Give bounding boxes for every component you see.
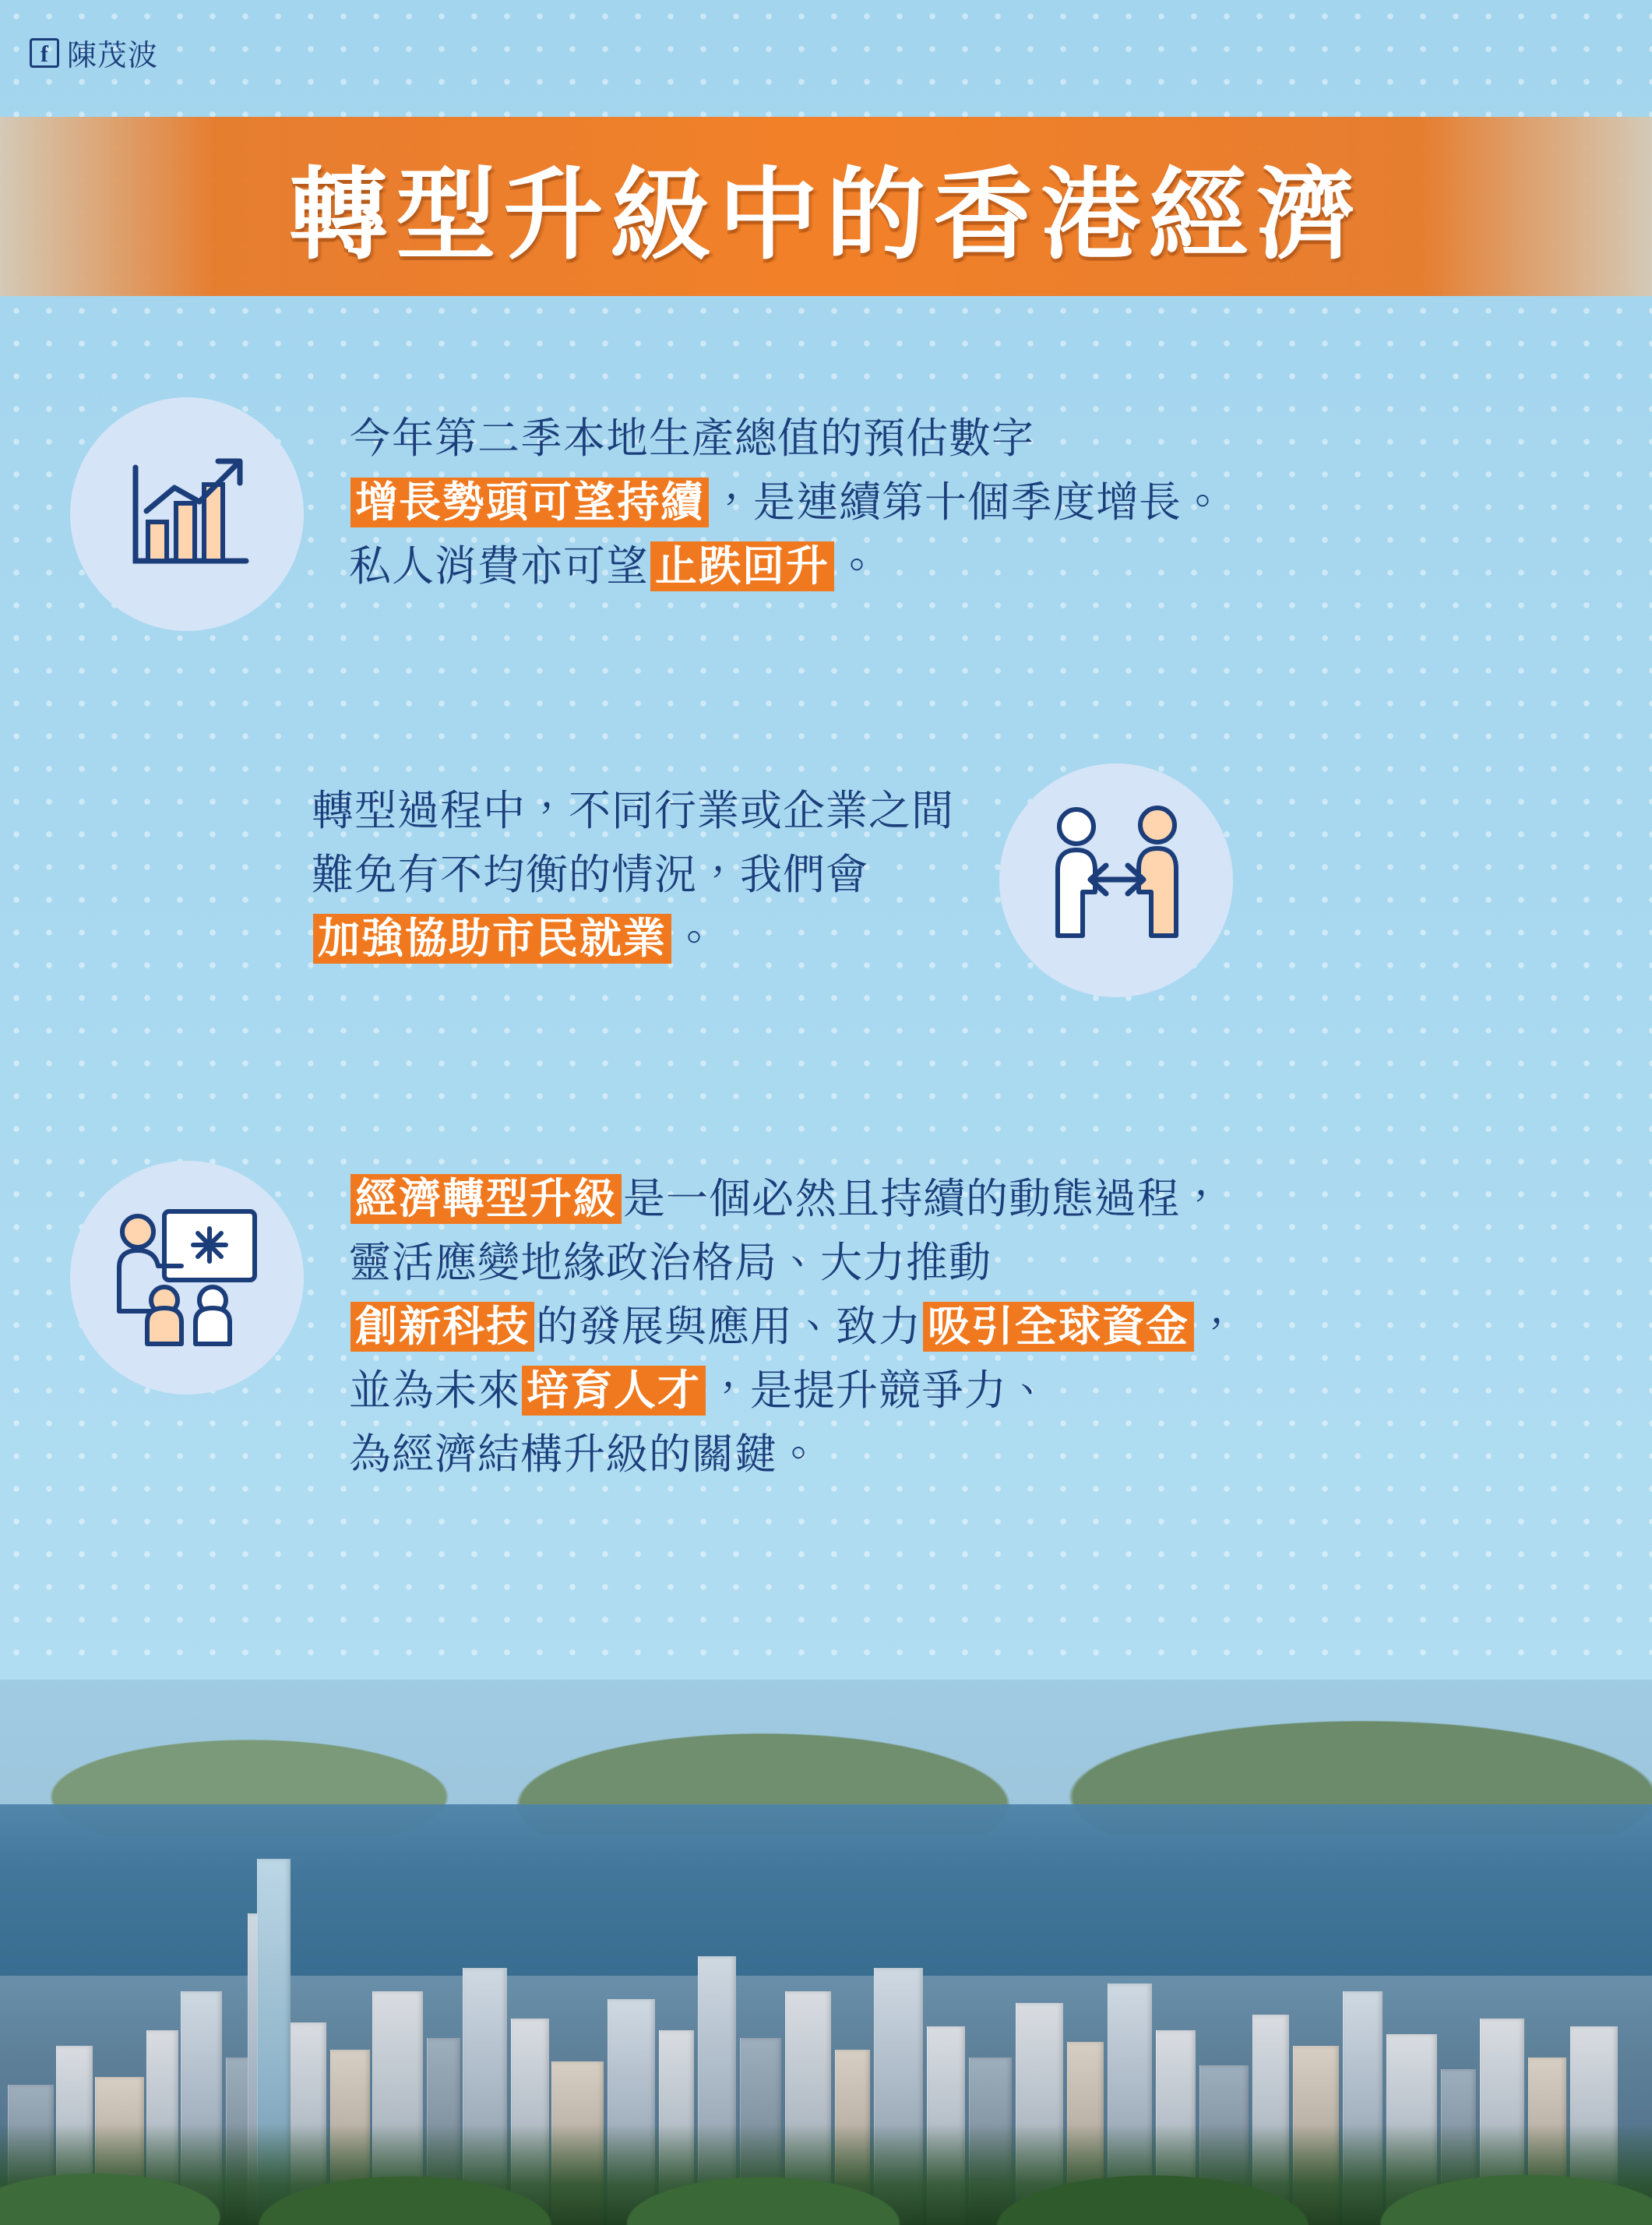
paragraph-1 — [349, 397, 1224, 598]
text-run: 私人消費亦可望 — [349, 543, 649, 591]
text-run: 是一個必然且持續的動態過程， — [623, 1176, 1223, 1222]
content-block-2 — [312, 763, 1233, 997]
text-run: 今年第二季本地生產總值的預估數字 — [349, 415, 1034, 462]
text-run: 轉型過程中，不同行業或企業之間 — [312, 788, 954, 834]
highlight-run: 增長勢頭可望持續 — [350, 478, 709, 527]
highlight-run: 止跌回升 — [650, 541, 834, 591]
text-run: 靈活應變地緣政治格局、大力推動 — [349, 1239, 992, 1287]
content-block-1 — [70, 397, 1224, 631]
foreground-foliage — [0, 2124, 1652, 2225]
facebook-icon: f — [30, 38, 59, 68]
content-block-3 — [70, 1161, 1238, 1486]
highlight-run: 創新科技 — [350, 1302, 534, 1352]
text-run: 。 — [836, 543, 879, 591]
highlight-run: 經濟轉型升級 — [350, 1174, 622, 1224]
highlight-run: 加強協助市民就業 — [313, 914, 671, 964]
two-people-handshake-icon — [999, 763, 1233, 997]
hong-kong-skyline-photo — [0, 1680, 1652, 2225]
bar-chart-growth-icon — [70, 397, 304, 631]
paragraph-2 — [312, 763, 954, 971]
page-title: 轉型升級中的香港經濟 — [288, 160, 1364, 271]
highlight-run: 吸引全球資金 — [923, 1302, 1194, 1352]
account-name: 陳茂波 — [67, 40, 159, 72]
text-run: ，是提升競爭力、 — [707, 1367, 1050, 1415]
text-run: 難免有不均衡的情況，我們會 — [312, 852, 868, 899]
teacher-classroom-icon — [70, 1161, 304, 1395]
highlight-run: 培育人才 — [522, 1366, 706, 1416]
text-run: 並為未來 — [349, 1367, 520, 1415]
text-run: ，是連續第十個季度增長。 — [710, 479, 1224, 527]
text-run: 。 — [673, 915, 716, 963]
facebook-account-badge[interactable] — [30, 31, 158, 74]
text-run: 的發展與應用、致力 — [536, 1303, 921, 1351]
paragraph-3 — [349, 1161, 1238, 1486]
text-run: ， — [1196, 1303, 1238, 1351]
text-run: 為經濟結構升級的關鍵。 — [349, 1431, 820, 1479]
